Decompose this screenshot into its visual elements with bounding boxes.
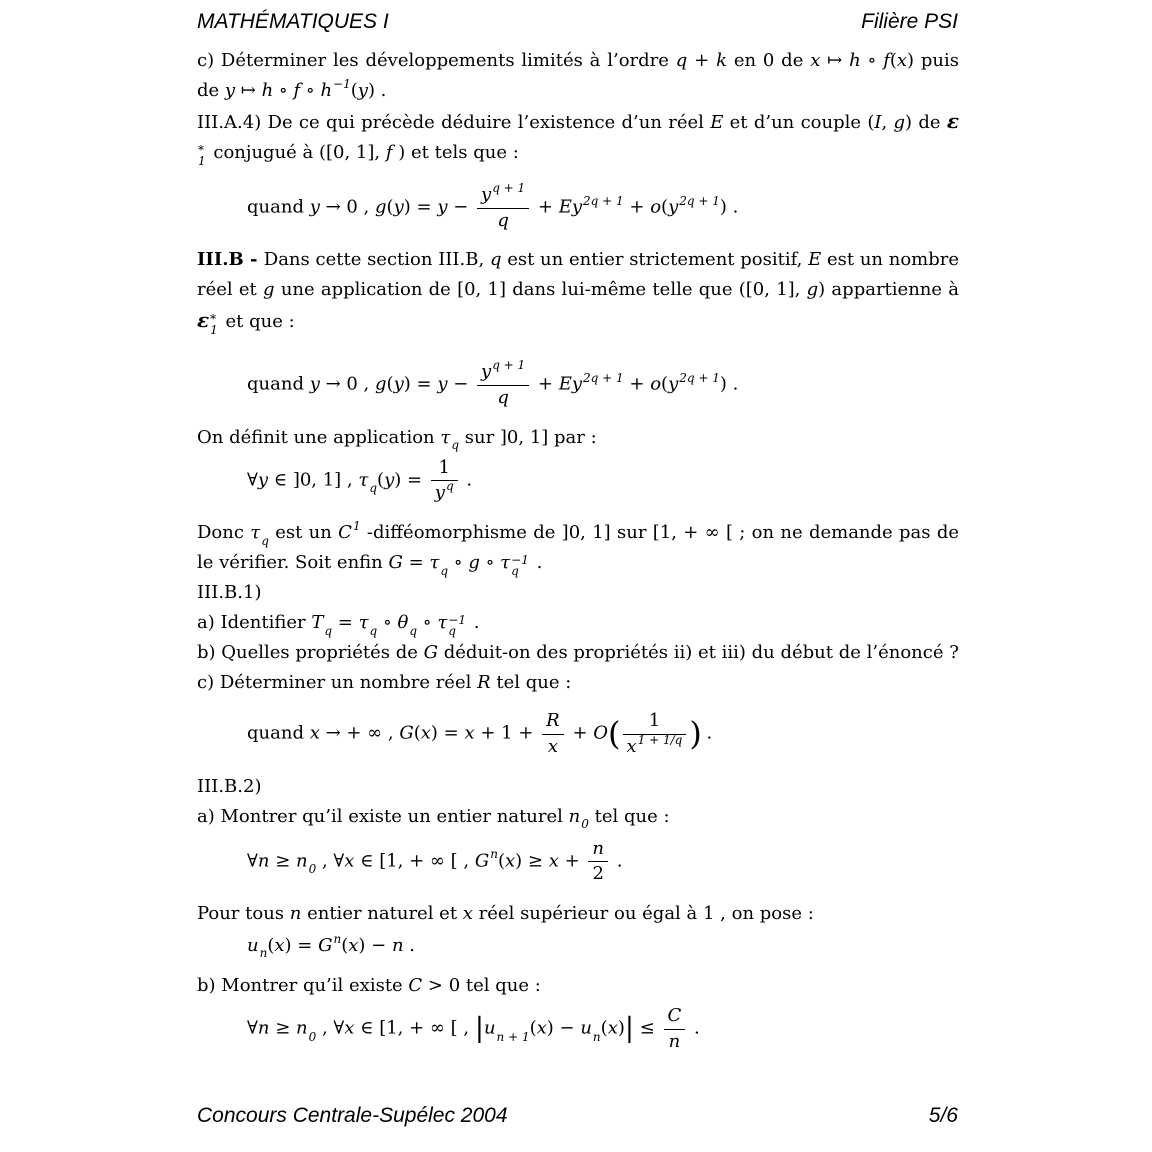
math-var: o (650, 374, 662, 396)
math-text: + (623, 196, 651, 218)
math-var: x (810, 50, 821, 71)
math-text: + (532, 374, 559, 396)
math-subscript: q (440, 563, 449, 578)
math-var: R (546, 710, 560, 732)
math-var: x (348, 934, 359, 956)
math-var: x (607, 1018, 618, 1040)
math-text: ) appartienne à (818, 279, 960, 301)
math-var: y (437, 374, 448, 396)
math-subscript: n + 1 (496, 1029, 530, 1044)
math-var: n (296, 850, 308, 872)
filiere-label: Filière PSI (861, 10, 958, 33)
script-epsilon-symbol: ε (946, 109, 959, 133)
math-text: et que : (219, 311, 295, 333)
math-superscript: q (445, 479, 454, 494)
math-text: sur ]0, 1] par : (459, 426, 597, 448)
fraction-numerator (477, 181, 529, 209)
formula-tau-definition (247, 453, 959, 510)
math-var: n (257, 850, 270, 872)
math-var: C (667, 1005, 682, 1027)
math-var: x (504, 850, 516, 872)
math-fraction (623, 710, 687, 757)
big-parenthesis: ) (689, 714, 701, 753)
stack-subscript: 1 (198, 154, 206, 168)
math-var: C (408, 975, 423, 997)
math-text: . (700, 722, 713, 744)
math-text: c) Déterminer les développements limités à l’ordre (197, 50, 676, 71)
math-var: n (568, 805, 581, 827)
question-a-entier-naturel (197, 802, 959, 832)
math-subscript: 0 (308, 861, 317, 876)
question-a-identifier (197, 608, 959, 638)
math-var: q (497, 387, 509, 409)
math-text: -difféomorphisme de ]0, 1] sur [1, + ∞ [ ; on ne demande pas de le vérifier. Soit enfin (197, 522, 959, 574)
math-var: y (434, 482, 445, 504)
math-var: y (357, 80, 368, 101)
math-var: E (710, 112, 724, 133)
formula-g-expansion-2 (247, 351, 959, 414)
fraction-numerator (477, 358, 529, 386)
math-superscript: 2q + 1 (679, 371, 720, 386)
sup-sub-stack (210, 314, 218, 336)
math-text: ≥ (269, 850, 296, 872)
fraction-denominator (588, 862, 608, 885)
fraction-numerator (623, 710, 687, 735)
math-text: Dans cette section III.B, (263, 249, 490, 271)
math-var: g (468, 552, 480, 574)
math-text: On définit une application (197, 426, 441, 448)
math-text: entier naturel et (301, 902, 463, 924)
math-text: ) − (358, 934, 392, 956)
stack-superscript: −1 (448, 613, 466, 628)
math-text: ∈ [1, + ∞ [ , (354, 850, 475, 872)
math-text: ↦ (235, 80, 262, 101)
math-superscript: 2q + 1 (679, 193, 720, 208)
math-var: y (257, 469, 269, 491)
math-var: C (338, 522, 352, 544)
page-number: 5/6 (928, 1104, 958, 1127)
math-text: → + ∞ , (319, 722, 400, 744)
math-var: x (309, 722, 320, 744)
math-text: ∈ [1, + ∞ [ , (354, 1018, 475, 1040)
math-fraction (477, 358, 529, 409)
math-superscript: q + 1 (492, 358, 526, 373)
fraction-numerator (588, 838, 608, 863)
math-var: g (375, 196, 387, 218)
math-text: + 1 + (474, 722, 540, 744)
math-superscript: 2q + 1 (583, 193, 624, 208)
footer-concours-label: Concours Centrale-Supélec 2004 (197, 1104, 508, 1127)
fraction-numerator (431, 457, 458, 482)
page-header (197, 10, 958, 34)
math-var: G (388, 552, 403, 574)
math-fraction (588, 838, 608, 885)
math-text: + (687, 50, 717, 71)
math-var: g (263, 279, 275, 301)
math-text: + (623, 374, 651, 396)
math-text: ) de (905, 112, 947, 133)
math-text: III.A.4) De ce qui précède déduire l’existence d’un réel (197, 112, 711, 133)
math-text: a) Identifier (197, 612, 312, 634)
math-var: q (497, 209, 509, 231)
fraction-denominator (542, 735, 564, 758)
math-superscript: 1 + 1/q (637, 732, 683, 747)
math-text: → 0 , (319, 196, 376, 218)
math-text: ∀ (247, 850, 258, 872)
math-text: > 0 tel que : (422, 975, 541, 997)
math-text: ∘ (417, 612, 438, 634)
math-fraction (664, 1005, 686, 1052)
donc-paragraph (197, 518, 959, 578)
math-text: ∘ (300, 80, 321, 101)
math-text: ( (497, 850, 505, 872)
math-var: g (893, 112, 906, 133)
math-text: , (881, 112, 894, 133)
math-var: u (483, 1018, 496, 1040)
math-text: III.B.1) (197, 582, 262, 604)
math-var: y (571, 374, 583, 396)
stack-superscript: * (210, 312, 217, 327)
math-text: → 0 , (319, 374, 376, 396)
math-text: = (402, 552, 430, 574)
math-var: y (571, 196, 583, 218)
math-text: ) puis de (197, 50, 960, 101)
math-text: ≤ (633, 1018, 661, 1040)
fraction-denominator (431, 481, 458, 504)
big-parenthesis: ( (608, 714, 620, 753)
math-text: ∘ (479, 552, 501, 574)
math-var: y (437, 196, 448, 218)
math-text: ) − (546, 1018, 581, 1040)
math-var: O (593, 722, 609, 744)
math-var: u (580, 1018, 592, 1040)
math-var: E (808, 249, 822, 271)
math-var: τ (358, 469, 369, 491)
math-text: ) = (284, 934, 319, 956)
math-var: n (592, 837, 604, 859)
math-var: g (806, 279, 819, 301)
math-text: ) = (430, 722, 465, 744)
math-superscript: n (490, 847, 498, 862)
math-subscript: q (369, 623, 378, 638)
question-c-reel-R (197, 668, 959, 698)
math-var: n (289, 902, 302, 924)
math-text: en 0 de (726, 50, 811, 71)
section-iiib-intro (197, 245, 959, 337)
math-text: ∀ (247, 1018, 258, 1040)
document-title: MATHÉMATIQUES I (197, 10, 389, 33)
math-text: . (688, 1018, 700, 1040)
math-var: x (462, 902, 473, 924)
question-b-proprietes (197, 638, 959, 668)
math-var: T (311, 612, 324, 634)
exam-body (197, 46, 959, 1067)
fraction-denominator (477, 386, 529, 409)
math-fraction (431, 457, 458, 504)
math-var: n (391, 934, 404, 956)
math-text: = (332, 612, 359, 634)
math-subscript: 0 (308, 1029, 317, 1044)
math-text: ( (386, 196, 394, 218)
math-var: τ (250, 522, 261, 544)
math-text: ∈ ]0, 1] , (268, 469, 359, 491)
math-text: b) Quelles propriétés de (197, 642, 424, 664)
math-var: I (874, 112, 882, 133)
math-text: ) = (394, 469, 428, 491)
math-text: ( (350, 80, 358, 101)
math-text: et d’un couple ( (723, 112, 875, 133)
absolute-value-bar: | (624, 1013, 634, 1045)
math-var: o (650, 196, 662, 218)
math-var: h (849, 50, 861, 71)
math-var: q (675, 50, 688, 71)
math-text: . (403, 934, 415, 956)
math-text: ∀ (247, 469, 258, 491)
math-text: ∘ (377, 612, 398, 634)
formula-G-asymptotic (247, 700, 959, 763)
math-text: ( (661, 196, 669, 218)
math-var: G (399, 722, 414, 744)
math-var: x (548, 850, 559, 872)
pour-tous-paragraph (197, 899, 959, 929)
section-iiia4 (197, 106, 959, 168)
fraction-denominator (477, 209, 529, 232)
math-var: f (293, 80, 301, 101)
math-text: b) Montrer qu’il existe (197, 975, 409, 997)
math-text: ( (377, 469, 385, 491)
math-var: τ (358, 612, 369, 634)
math-text: ) . (719, 374, 739, 396)
math-fraction (542, 710, 564, 757)
math-var: x (344, 1018, 355, 1040)
fraction-denominator (664, 1030, 686, 1053)
math-text: a) Montrer qu’il existe un entier naturel (197, 805, 569, 827)
math-var: E (558, 374, 572, 396)
bold-label: III.B - (197, 249, 264, 271)
math-text: c) Déterminer un nombre réel (197, 672, 478, 694)
math-text: quand (247, 196, 310, 218)
math-var: τ (500, 552, 511, 574)
math-text: ) et tels que : (392, 142, 519, 163)
math-text: − (447, 196, 475, 218)
math-text: III.B.2) (197, 775, 262, 797)
math-text: réel supérieur ou égal à 1 , on pose : (472, 902, 814, 924)
math-text: ( (341, 934, 349, 956)
question-b-existe-C (197, 971, 959, 1001)
math-var: E (558, 196, 572, 218)
math-var: x (420, 722, 431, 744)
math-text: Pour tous (197, 902, 290, 924)
heading-iiib2 (197, 772, 959, 802)
math-superscript: 2q + 1 (583, 371, 624, 386)
stack-subscript: 1 (210, 323, 218, 338)
math-subscript: q (369, 481, 378, 496)
math-text: une application de [0, 1] dans lui-même telle que ([0, 1], (274, 279, 807, 301)
math-var: n (257, 1018, 270, 1040)
page-footer (197, 1104, 958, 1128)
math-var: y (309, 374, 320, 396)
math-var: θ (397, 612, 409, 634)
sup-sub-stack (198, 145, 206, 167)
math-text: ( (600, 1018, 608, 1040)
math-var: R (477, 672, 491, 694)
math-var: x (464, 722, 475, 744)
math-subscript: 0 (581, 817, 589, 832)
math-var: x (896, 50, 908, 71)
math-text: ∘ (273, 80, 294, 101)
stack-superscript: * (198, 143, 204, 157)
formula-g-expansion-1 (247, 174, 959, 237)
math-var: τ (440, 426, 451, 448)
math-var: n (296, 1018, 308, 1040)
math-superscript: 1 (352, 519, 361, 534)
question-c-developpements (197, 46, 959, 106)
math-var: f (883, 50, 890, 71)
math-var: y (224, 80, 236, 101)
math-text: + (532, 196, 559, 218)
math-subscript: q (324, 623, 333, 638)
math-text: ( (661, 374, 669, 396)
math-text: 1 (438, 456, 450, 478)
math-text: ( (267, 934, 275, 956)
fraction-denominator (623, 732, 687, 758)
math-subscript: q (451, 438, 460, 453)
math-text: tel que : (588, 805, 670, 827)
math-var: x (547, 735, 559, 757)
formula-Gn-inequality (247, 832, 959, 891)
math-text: ∘ (448, 552, 469, 574)
math-text: ) = (403, 374, 438, 396)
math-superscript: n (333, 931, 342, 946)
math-var: y (393, 374, 404, 396)
formula-un-bound (247, 1001, 959, 1058)
fraction-numerator (542, 710, 564, 735)
stack-subscript: q (448, 624, 456, 639)
math-text: quand (247, 722, 310, 744)
math-var: k (716, 50, 727, 71)
math-var: y (309, 196, 320, 218)
math-text: quand (247, 374, 310, 396)
math-text: ( (889, 50, 897, 71)
math-var: x (344, 850, 355, 872)
def-tau-paragraph (197, 423, 959, 453)
math-var: x (274, 934, 285, 956)
math-text: ) (617, 1018, 625, 1040)
math-subscript: q (409, 623, 418, 638)
math-var: y (481, 184, 492, 205)
formula-un-definition (247, 931, 959, 964)
sup-sub-stack (511, 555, 529, 577)
math-text: 1 (648, 710, 661, 732)
math-var: G (474, 850, 490, 872)
math-text: 2 (592, 863, 604, 885)
math-text: , ∀ (316, 1018, 345, 1040)
math-text: ) = (403, 196, 438, 218)
heading-iiib1 (197, 578, 959, 608)
sup-sub-stack (448, 615, 466, 637)
math-var: τ (429, 552, 440, 574)
math-var: G (423, 642, 439, 664)
math-var: G (318, 934, 333, 956)
absolute-value-bar: | (474, 1013, 484, 1045)
math-text: est un entier strictement positif, (501, 249, 809, 271)
math-text: , ∀ (316, 850, 345, 872)
math-text: . (460, 469, 473, 491)
math-superscript: −1 (333, 77, 351, 91)
math-text: est un nombre réel et (197, 249, 960, 301)
math-text: − (447, 374, 475, 396)
math-var: u (247, 934, 259, 956)
math-text: ( (529, 1018, 537, 1040)
math-text: . (530, 552, 543, 574)
math-var: τ (437, 612, 448, 634)
math-var: n (668, 1031, 681, 1053)
math-text: + (558, 850, 586, 872)
math-var: h (261, 80, 274, 101)
math-text: ≥ (269, 1018, 296, 1040)
math-subscript: n (592, 1029, 601, 1044)
math-text: ) . (719, 196, 739, 218)
math-fraction (477, 181, 529, 231)
stack-subscript: q (511, 564, 519, 579)
math-var: y (393, 196, 404, 218)
math-text: Donc (197, 522, 251, 544)
script-epsilon-symbol: ε (197, 308, 210, 333)
math-var: f (385, 142, 393, 163)
math-subscript: n (259, 946, 268, 961)
math-var: g (375, 374, 387, 396)
math-superscript: q + 1 (492, 181, 526, 195)
math-text: déduit-on des propriétés ii) et iii) du début de l’énoncé ? (438, 642, 959, 664)
math-text: ∘ (860, 50, 884, 71)
stack-superscript: −1 (511, 553, 529, 568)
math-text: est un (268, 522, 339, 544)
math-var: x (626, 735, 637, 757)
math-subscript: q (261, 533, 269, 548)
math-var: x (536, 1018, 547, 1040)
math-var: q (489, 249, 502, 271)
math-text: ↦ (820, 50, 850, 71)
math-text: . (610, 850, 623, 872)
math-var: h (320, 80, 333, 101)
math-text: ) . (367, 80, 387, 101)
math-text: tel que : (490, 672, 572, 694)
math-text: conjugué à ([0, 1], (207, 142, 386, 163)
math-var: y (481, 361, 492, 383)
math-text: ) ≥ (515, 850, 549, 872)
math-var: y (668, 196, 679, 218)
math-var: y (668, 374, 679, 396)
math-var: y (384, 469, 395, 491)
math-text: ( (386, 374, 394, 396)
math-text: + (566, 722, 594, 744)
math-text: . (467, 612, 480, 634)
math-text: ( (413, 722, 421, 744)
fraction-numerator (664, 1005, 686, 1030)
